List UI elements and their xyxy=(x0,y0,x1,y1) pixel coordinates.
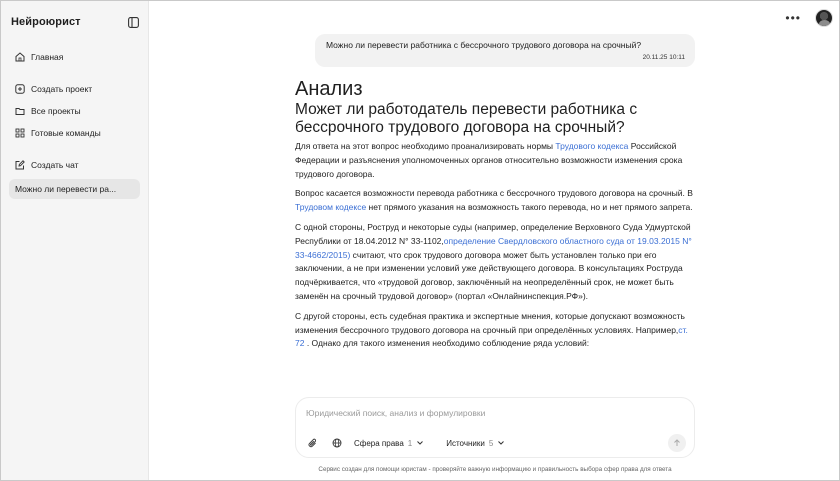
sidebar-header xyxy=(9,11,140,33)
answer-paragraph xyxy=(295,187,697,215)
chat-item-label: Можно ли перевести ра... xyxy=(15,184,117,194)
sidebar-item-commands[interactable] xyxy=(9,123,140,143)
answer-paragraph xyxy=(295,140,697,181)
sidebar-item-create-chat[interactable] xyxy=(9,155,140,175)
scope-dropdown[interactable] xyxy=(354,439,424,448)
answer-title: Анализ xyxy=(295,78,363,100)
text-run: С другой стороны, есть судебная практика и экспертные мнения, которые допускают возможность изменения бессрочного трудового договора на срочный при определённых условиях. Например, xyxy=(295,310,685,335)
more-options-icon[interactable]: ••• xyxy=(785,11,801,25)
edit-icon xyxy=(15,160,25,170)
globe-icon[interactable] xyxy=(330,436,344,450)
folder-icon xyxy=(15,106,25,116)
answer-paragraph xyxy=(295,221,697,304)
disclaimer-text: Сервис создан для помощи юристам - проверяйте важную информацию и правильность выбора сфер права для ответа xyxy=(318,466,672,473)
assistant-answer xyxy=(295,78,697,357)
chevron-down-icon xyxy=(416,440,424,446)
user-message-text: Можно ли перевести работника с бессрочного трудового договора на срочный? xyxy=(326,40,642,50)
message-timestamp: 20.11.25 10:11 xyxy=(642,54,685,61)
topbar-actions xyxy=(785,9,833,27)
sidebar-item-label: Все проекты xyxy=(31,106,81,116)
article-link[interactable]: ст. 72 xyxy=(295,324,688,349)
sidebar-item-all-projects[interactable] xyxy=(9,101,140,121)
scope-label: Сфера права xyxy=(354,438,404,448)
sidebar xyxy=(1,1,149,480)
text-run: Российской Федерации и разъяснения уполномоченных органов относительно возможности изменения срока трудового договора. xyxy=(295,141,683,179)
scope-count: 1 xyxy=(407,438,413,448)
labor-code-link[interactable]: Трудовом кодексе xyxy=(295,202,367,213)
chat-area xyxy=(149,1,839,480)
text-run: Вопрос касается возможности перевода работника с бессрочного трудового договора на срочный. В xyxy=(295,188,693,199)
text-run: Для ответа на этот вопрос необходимо проанализировать нормы xyxy=(295,141,556,151)
sidebar-chat-item[interactable] xyxy=(9,179,140,199)
sidebar-toggle-icon[interactable] xyxy=(126,15,140,29)
text-run: . Однако для такого изменения необходимо соблюдение ряда условий: xyxy=(304,338,590,349)
plus-square-icon xyxy=(15,84,25,94)
sidebar-item-label: Готовые команды xyxy=(31,128,101,138)
answer-subtitle: Может ли работодатель перевести работника с бессрочного трудового договора на срочный? xyxy=(295,101,638,136)
sources-label: Источники xyxy=(446,438,485,448)
sidebar-item-create-project[interactable] xyxy=(9,79,140,99)
home-icon xyxy=(15,52,25,62)
scroll-fade xyxy=(289,383,709,397)
text-run: нет прямого указания на возможность такого перевода, но и нет прямого запрета. xyxy=(366,202,693,213)
text-run: С одной стороны, Роструд и некоторые суды (например, определение Верховного Суда Удмуртской Республики от 18.04.2012 N° 33-1102, xyxy=(295,221,691,246)
sidebar-item-label: Главная xyxy=(31,52,64,62)
text-run: считают, что срок трудового договора может быть установлен только при его заключении, а не при изменении условий уже действующего договора. В консультациях Роструда подчёркивается, что «трудовой договор, заключённый на неопределённый срок, не может быть заменён на срочный трудовой договор» (портал «Онлайнинспекция.РФ»). xyxy=(295,249,683,301)
sidebar-item-home[interactable] xyxy=(9,47,140,67)
sources-count: 5 xyxy=(488,438,494,448)
answer-paragraph xyxy=(295,310,697,351)
court-ruling-link[interactable]: определение Свердловского областного суда от 19.03.2015 N° 33-4662/2015) xyxy=(295,235,692,260)
sources-dropdown[interactable] xyxy=(446,439,505,448)
avatar[interactable] xyxy=(815,9,833,27)
sidebar-item-label: Создать проект xyxy=(31,84,93,94)
grid-icon xyxy=(15,128,25,138)
paperclip-icon[interactable] xyxy=(306,436,320,450)
composer xyxy=(295,397,695,458)
arrow-up-icon xyxy=(673,439,681,447)
composer-tools xyxy=(306,436,527,450)
send-button[interactable] xyxy=(668,434,686,452)
labor-code-link[interactable]: Трудового кодекса xyxy=(555,141,629,151)
chevron-down-icon xyxy=(497,440,505,446)
user-message-bubble xyxy=(315,34,695,67)
search-input[interactable] xyxy=(306,408,666,418)
sidebar-item-label: Создать чат xyxy=(31,160,79,170)
brand-logo-text: Нейроюрист xyxy=(11,16,81,28)
